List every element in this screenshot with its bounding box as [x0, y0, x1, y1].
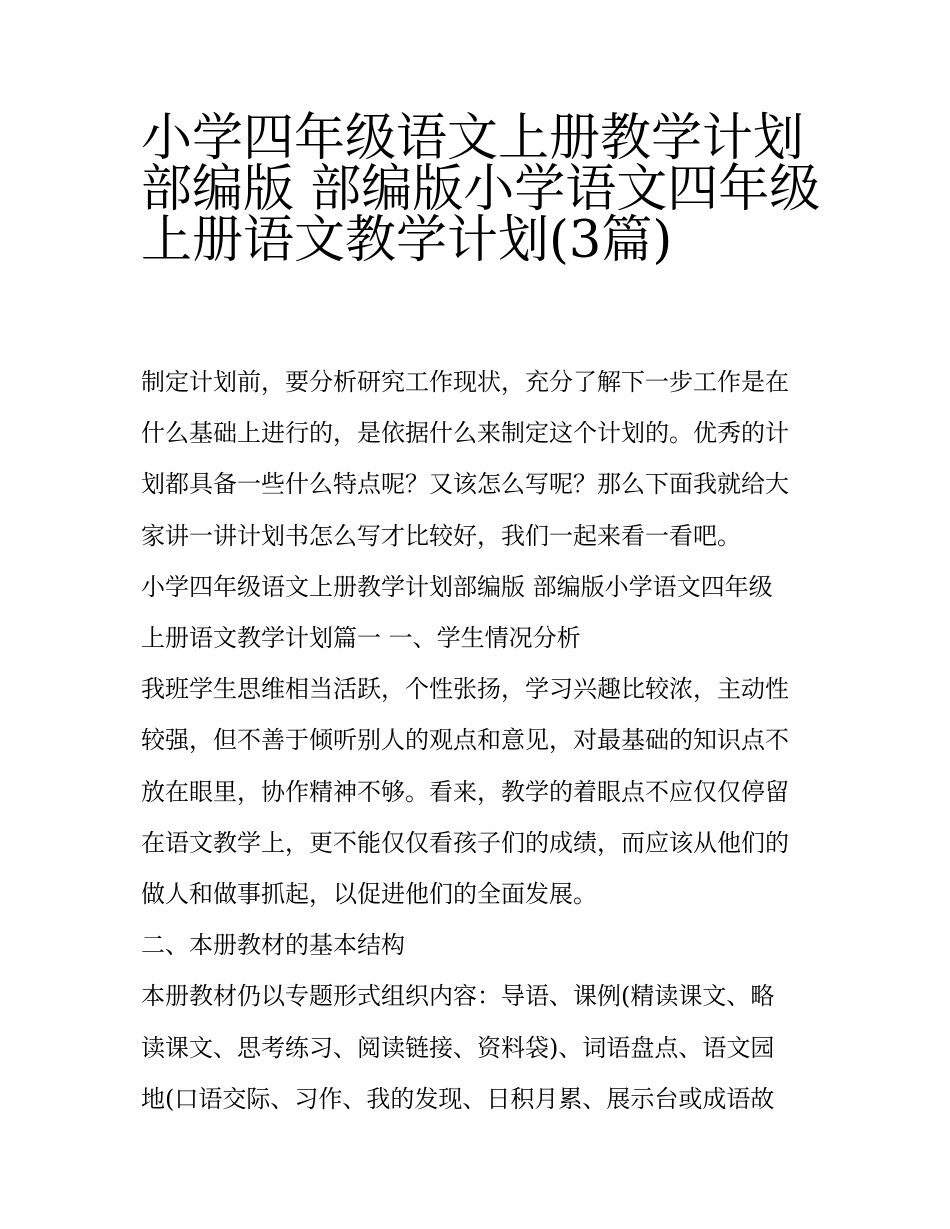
body-line: 在语文教学上，更不能仅仅看孩子们的成绩，而应该从他们的: [141, 828, 789, 857]
body-line: 较强，但不善于倾听别人的观点和意见，对最基础的知识点不: [141, 726, 789, 755]
body-line: 我班学生思维相当活跃，个性张扬，学习兴趣比较浓，主动性: [141, 675, 789, 704]
body-line: 什么基础上进行的，是依据什么来制定这个计划的。优秀的计: [141, 419, 789, 448]
title-line-3: 上册语文教学计划(3篇): [141, 211, 673, 271]
body-line: 划都具备一些什么特点呢？又该怎么写呢？那么下面我就给大: [141, 470, 789, 499]
title-line-2: 部编版 部编版小学语文四年级: [141, 160, 821, 220]
body-line: 放在眼里，协作精神不够。看来，教学的着眼点不应仅仅停留: [141, 777, 789, 806]
body-line: 制定计划前，要分析研究工作现状，充分了解下一步工作是在: [141, 368, 789, 396]
body-line: 上册语文教学计划篇一 一、学生情况分析: [141, 624, 581, 653]
body-line: 本册教材仍以专题形式组织内容：导语、课例(精读课文、略: [141, 982, 775, 1011]
body-line: 家讲一讲计划书怎么写才比较好，我们一起来看一看吧。: [141, 521, 741, 550]
body-line: 地(口语交际、习作、我的发现、日积月累、展示台或成语故: [141, 1084, 775, 1113]
title-line-1: 小学四年级语文上册教学计划: [141, 109, 805, 168]
document-body: [141, 357, 821, 1125]
body-line: 做人和做事抓起，以促进他们的全面发展。: [141, 880, 597, 909]
document-title: [141, 109, 821, 271]
body-line: 读课文、思考练习、阅读链接、资料袋)、词语盘点、语文园: [141, 1033, 775, 1062]
section-heading: 二、本册教材的基本结构: [141, 931, 405, 960]
body-line: 小学四年级语文上册教学计划部编版 部编版小学语文四年级: [141, 572, 773, 601]
